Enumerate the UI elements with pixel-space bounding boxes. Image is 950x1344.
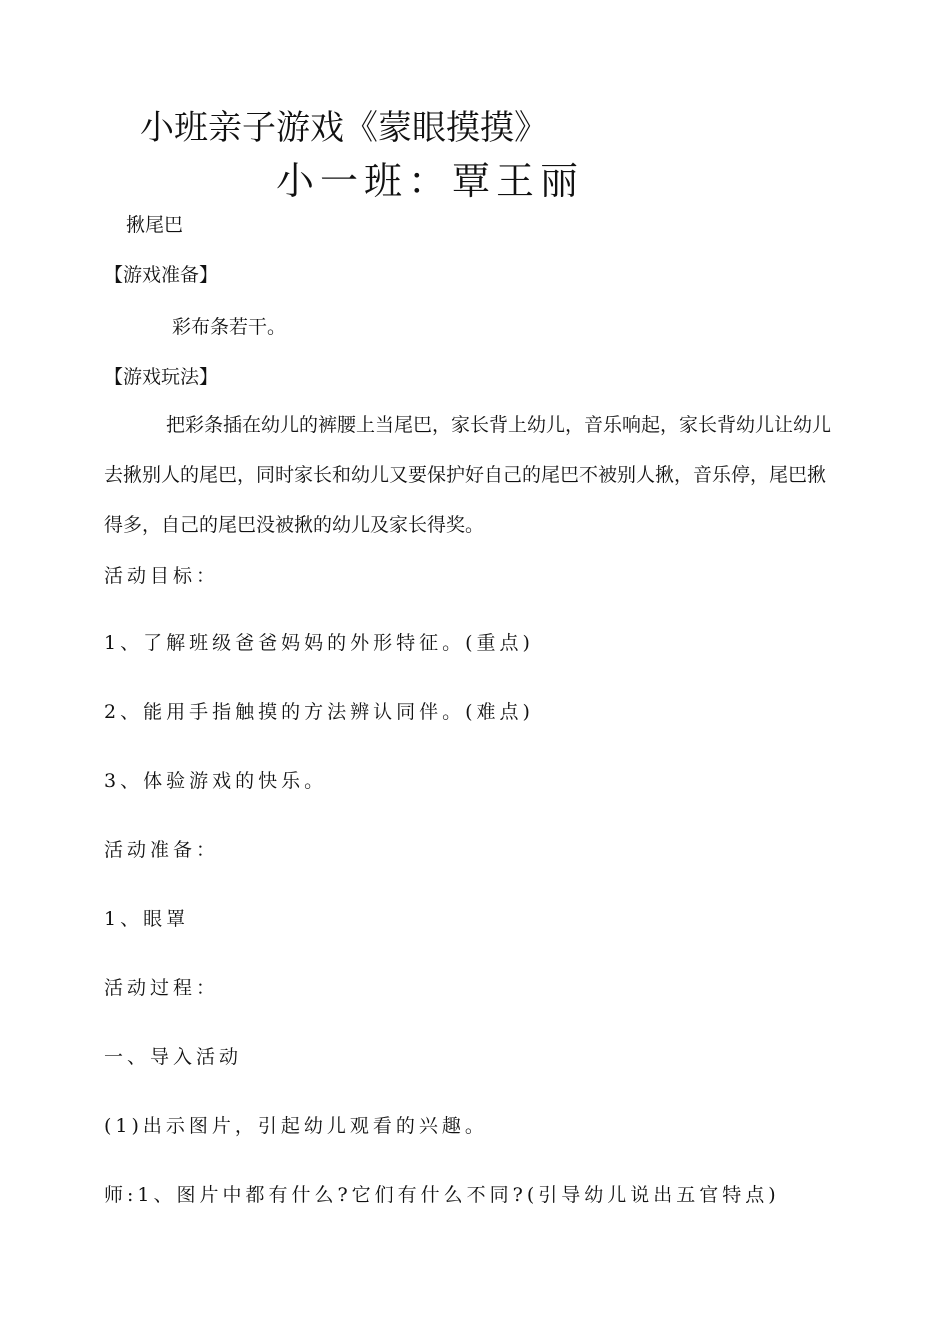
goal-item: 3、体验游戏的快乐。 [104,770,328,792]
goal-item: 1、了解班级爸爸妈妈的外形特征。(重点) [104,632,534,654]
play-line: 去揪别人的尾巴，同时家长和幼儿又要保护好自己的尾巴不被别人揪，音乐停，尾巴揪 [104,465,827,486]
process-heading: 活动过程： [104,977,220,999]
document-subtitle: 小一班：覃王丽 [276,159,585,203]
play-line: 把彩条插在幼儿的裤腰上当尾巴，家长背上幼儿，音乐响起，家长背幼儿让幼儿 [166,415,832,436]
document-title: 小班亲子游戏《蒙眼摸摸》 [140,109,548,147]
process-item: (1)出示图片，引起幼儿观看的兴趣。 [104,1115,488,1137]
play-line: 得多，自己的尾巴没被揪的幼儿及家长得奖。 [104,515,485,536]
prep-heading: 【游戏准备】 [104,265,219,286]
game-name: 揪尾巴 [126,215,184,236]
material-item: 1、眼罩 [104,908,190,930]
play-heading: 【游戏玩法】 [104,367,219,388]
goal-item: 2、能用手指触摸的方法辨认同伴。(难点) [104,701,534,723]
materials-heading: 活动准备： [104,839,220,861]
goals-heading: 活动目标： [104,565,220,587]
process-item: 师:1、图片中都有什么?它们有什么不同?(引导幼儿说出五官特点) [104,1184,780,1206]
process-item: 一、导入活动 [104,1046,243,1068]
prep-text: 彩布条若干。 [172,317,287,338]
